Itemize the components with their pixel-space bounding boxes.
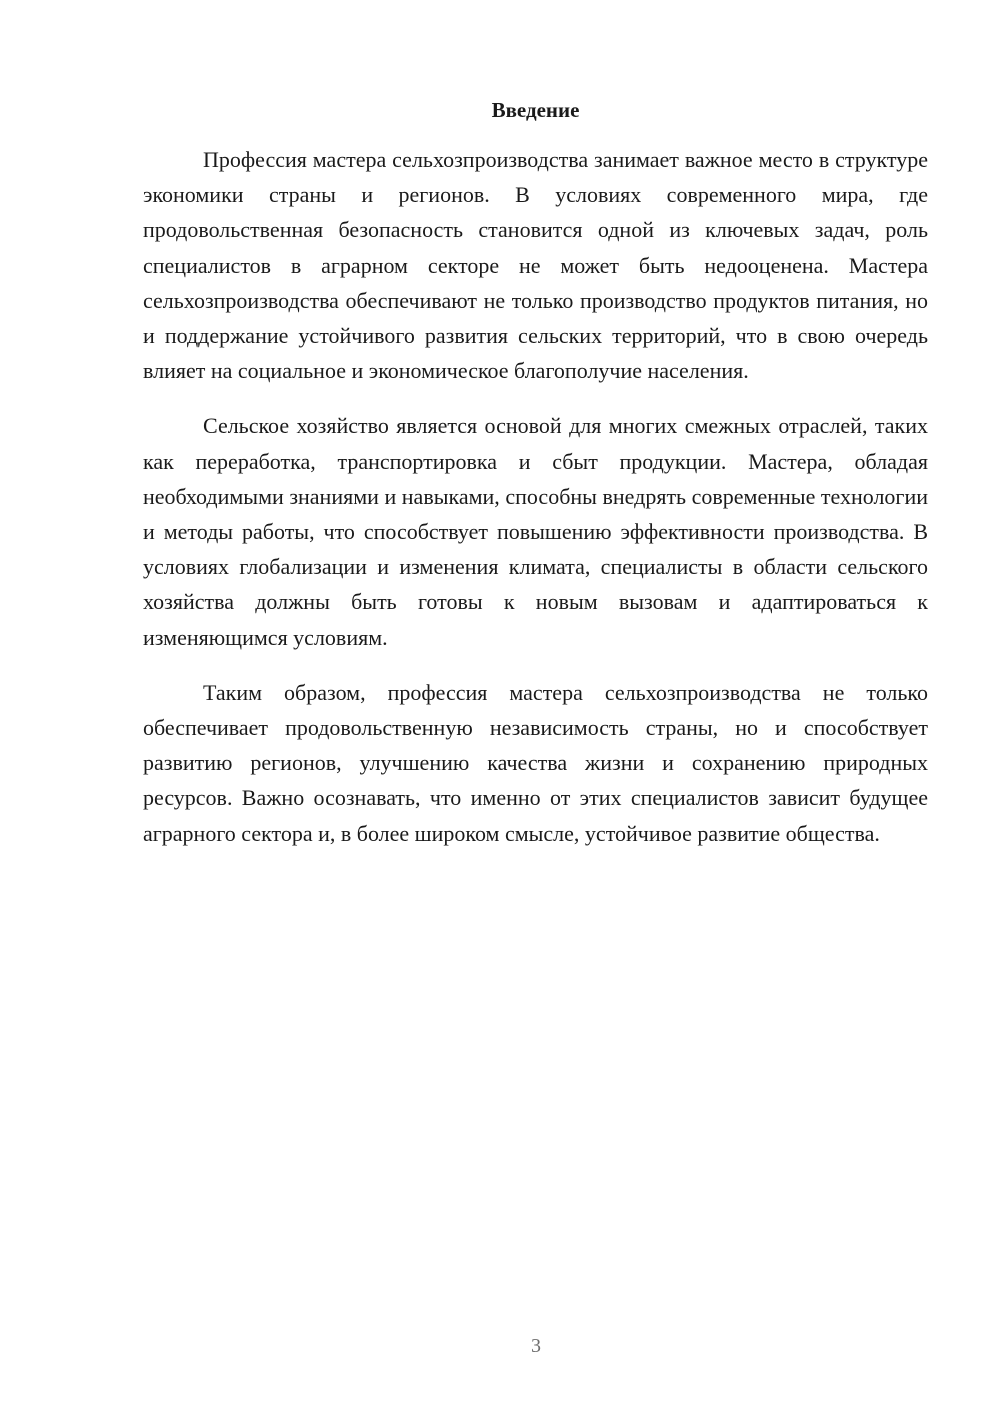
- paragraph-2: Сельское хозяйство является основой для многих смежных отраслей, таких как переработка, транспортировка и сбыт продукции. Мастера, обладая необходимыми знаниями и навыками, способны внедрять современные технологии и методы работы, что способствует повышению эффективности производства. В условиях глобализации и изменения климата, специалисты в области сельского хозяйства должны быть готовы к новым вызовам и адаптироваться к изменяющимся условиям.: [143, 413, 928, 650]
- paragraph-1: Профессия мастера сельхозпроизводства занимает важное место в структуре экономики страны и регионов. В условиях современного мира, где продовольственная безопасность становится одной из ключевых задач, роль специалистов в аграрном секторе не может быть недооценена. Мастера сельхозпроизводства обеспечивают не только производство продуктов питания, но и поддержание устойчивого развития сельских территорий, что в свою очередь влияет на социальное и экономическое благополучие населения.: [143, 147, 928, 384]
- document-body: [143, 142, 928, 871]
- paragraph-3: Таким образом, профессия мастера сельхозпроизводства не только обеспечивает продовольственную независимость страны, но и способствует развитию регионов, улучшению качества жизни и сохранению природных ресурсов. Важно осознавать, что именно от этих специалистов зависит будущее аграрного сектора и, в более широком смысле, устойчивое развитие общества.: [143, 679, 928, 846]
- page-title: Введение: [491, 98, 580, 122]
- page-number: 3: [531, 1335, 541, 1357]
